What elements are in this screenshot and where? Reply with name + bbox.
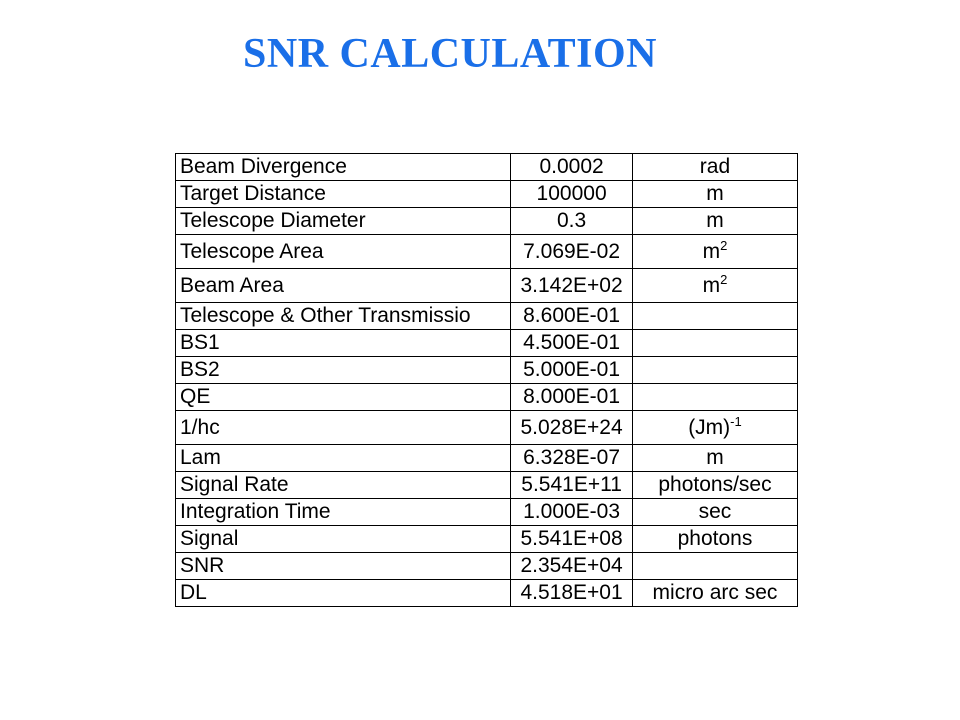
value-cell: 6.328E-07	[511, 445, 633, 472]
param-cell: BS1	[176, 330, 511, 357]
param-cell: Telescope & Other Transmissio	[176, 303, 511, 330]
param-cell: Telescope Area	[176, 235, 511, 269]
unit-text: micro arc sec	[652, 581, 778, 604]
unit-cell	[632, 357, 797, 384]
param-cell: Lam	[176, 445, 511, 472]
unit-cell	[632, 235, 797, 269]
param-cell: QE	[176, 384, 511, 411]
unit-cell	[632, 384, 797, 411]
table-row	[176, 208, 798, 235]
table-row	[176, 303, 798, 330]
param-cell: Target Distance	[176, 181, 511, 208]
unit-superscript: 2	[720, 272, 728, 287]
unit-cell	[632, 181, 797, 208]
value-cell: 2.354E+04	[511, 553, 633, 580]
value-cell: 8.600E-01	[511, 303, 633, 330]
table-row	[176, 472, 798, 499]
param-cell: Signal	[176, 526, 511, 553]
table-row	[176, 235, 798, 269]
value-cell: 8.000E-01	[511, 384, 633, 411]
unit-text: photons	[677, 527, 753, 550]
value-cell: 100000	[511, 181, 633, 208]
value-cell: 1.000E-03	[511, 499, 633, 526]
value-cell: 0.0002	[511, 154, 633, 181]
snr-calculation-table	[175, 153, 798, 607]
param-cell: 1/hc	[176, 411, 511, 445]
unit-cell	[632, 330, 797, 357]
unit-text: (Jm)	[688, 416, 731, 439]
table-row	[176, 154, 798, 181]
unit-cell	[632, 303, 797, 330]
unit-text: m	[706, 182, 724, 205]
value-cell: 3.142E+02	[511, 269, 633, 303]
unit-text: rad	[699, 155, 731, 178]
unit-cell	[632, 580, 797, 607]
unit-superscript: -1	[730, 414, 742, 429]
table-row	[176, 269, 798, 303]
value-cell: 4.500E-01	[511, 330, 633, 357]
unit-text: m	[702, 274, 721, 297]
table-row	[176, 384, 798, 411]
unit-text: m	[706, 446, 724, 469]
unit-text: photons/sec	[658, 473, 772, 496]
unit-text: sec	[698, 500, 732, 523]
unit-cell	[632, 472, 797, 499]
param-cell: Signal Rate	[176, 472, 511, 499]
table-row	[176, 445, 798, 472]
value-cell: 5.000E-01	[511, 357, 633, 384]
table-row	[176, 580, 798, 607]
table-row	[176, 330, 798, 357]
table-row	[176, 411, 798, 445]
unit-cell	[632, 499, 797, 526]
param-cell: SNR	[176, 553, 511, 580]
table-row	[176, 357, 798, 384]
unit-text: m	[702, 240, 721, 263]
value-cell: 7.069E-02	[511, 235, 633, 269]
unit-cell	[632, 411, 797, 445]
unit-cell	[632, 269, 797, 303]
param-cell: Beam Divergence	[176, 154, 511, 181]
param-cell: Beam Area	[176, 269, 511, 303]
value-cell: 0.3	[511, 208, 633, 235]
unit-cell	[632, 154, 797, 181]
value-cell: 5.028E+24	[511, 411, 633, 445]
unit-cell	[632, 445, 797, 472]
unit-cell	[632, 553, 797, 580]
unit-text: m	[706, 209, 724, 232]
table-row	[176, 499, 798, 526]
unit-cell	[632, 526, 797, 553]
table-row	[176, 553, 798, 580]
unit-superscript: 2	[720, 238, 728, 253]
value-cell: 5.541E+08	[511, 526, 633, 553]
param-cell: BS2	[176, 357, 511, 384]
table-row	[176, 526, 798, 553]
slide-title: SNR CALCULATION	[243, 31, 657, 77]
unit-cell	[632, 208, 797, 235]
value-cell: 5.541E+11	[511, 472, 633, 499]
value-cell: 4.518E+01	[511, 580, 633, 607]
param-cell: DL	[176, 580, 511, 607]
param-cell: Telescope Diameter	[176, 208, 511, 235]
table-row	[176, 181, 798, 208]
param-cell: Integration Time	[176, 499, 511, 526]
